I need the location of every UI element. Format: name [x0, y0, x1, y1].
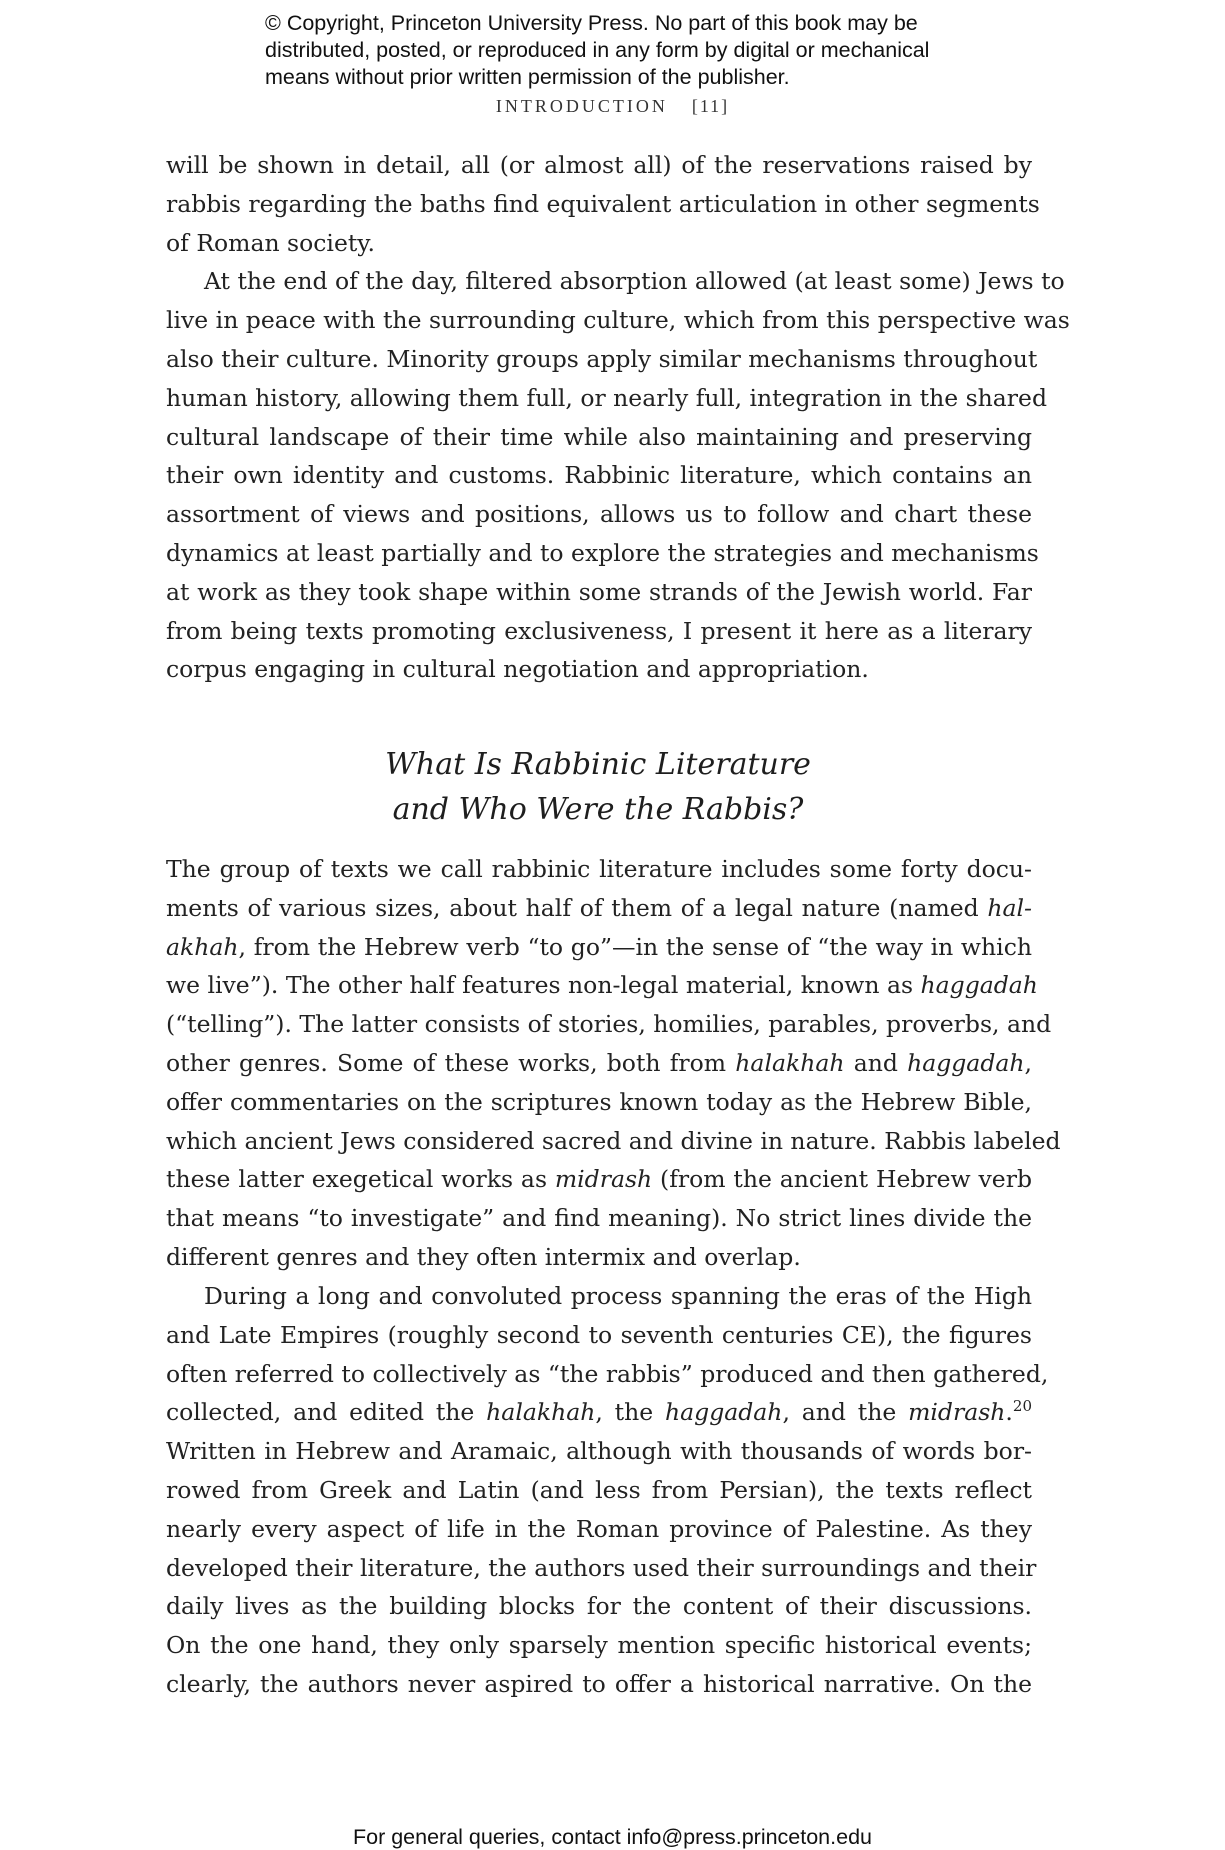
- section-heading: [0, 742, 1196, 832]
- italic-term: halakhah: [735, 1048, 845, 1077]
- text-segment: ,: [1024, 1048, 1032, 1077]
- text-line: live in peace with the surrounding culture, which from this perspective was: [166, 306, 1070, 335]
- text-line: On the one hand, they only sparsely mention specific historical events;: [166, 1631, 1032, 1660]
- text-line: developed their literature, the authors used their surroundings and their: [166, 1553, 1037, 1582]
- body-block-1: [166, 146, 1070, 689]
- running-head-title: INTRODUCTION: [495, 96, 668, 116]
- text-line: Written in Hebrew and Aramaic, although with thousands of words bor-: [166, 1437, 1032, 1466]
- text-line: rowed from Greek and Latin (and less from Persian), the texts reflect: [166, 1475, 1032, 1504]
- italic-term: midrash: [554, 1165, 653, 1194]
- text-line: and Late Empires (roughly second to seventh centuries CE), the figures: [166, 1320, 1032, 1349]
- text-segment: , the: [595, 1398, 666, 1427]
- text-segment: , from the Hebrew verb “to go”—in the sense of “the way in which: [238, 932, 1032, 961]
- text-line: At the end of the day, filtered absorption allowed (at least some) Jews to: [204, 267, 1065, 296]
- text-line: rabbis regarding the baths find equivalent articulation in other segments: [166, 189, 1040, 218]
- copyright-line: means without prior written permission of the publisher.: [265, 65, 790, 89]
- italic-term: hal-: [987, 893, 1032, 922]
- text-segment: these latter exegetical works as: [166, 1165, 555, 1194]
- footer-contact: For general queries, contact info@press.princeton.edu: [352, 1825, 872, 1849]
- text-segment: , and the: [782, 1398, 909, 1427]
- text-line: corpus engaging in cultural negotiation and appropriation.: [166, 655, 869, 684]
- footnote-marker: 20: [1012, 1397, 1032, 1416]
- copyright-notice: [265, 10, 1025, 91]
- body-block-2: [166, 850, 1061, 1277]
- italic-term: midrash: [908, 1398, 1006, 1427]
- text-line: also their culture. Minority groups apply similar mechanisms throughout: [166, 344, 1038, 373]
- text-line: [166, 889, 1032, 928]
- text-line: [166, 1393, 1032, 1432]
- text-line: will be shown in detail, all (or almost all) of the reservations raised by: [166, 151, 1032, 179]
- italic-term: halakhah: [486, 1398, 596, 1427]
- body-block-3: [166, 1277, 1049, 1704]
- text-segment: collected, and edited the: [166, 1398, 487, 1427]
- text-line: clearly, the authors never aspired to offer a historical narrative. On the: [166, 1669, 1032, 1698]
- text-segment: (from the ancient Hebrew verb: [652, 1165, 1032, 1194]
- text-line: human history, allowing them full, or nearly full, integration in the shared: [166, 383, 1047, 412]
- text-line: that means “to investigate” and find meaning). No strict lines divide the: [166, 1204, 1032, 1233]
- text-line: daily lives as the building blocks for the content of their discussions.: [166, 1592, 1032, 1621]
- text-line: (“telling”). The latter consists of stories, homilies, parables, proverbs, and: [166, 1010, 1052, 1039]
- text-line: often referred to collectively as “the rabbis” produced and then gathered,: [166, 1359, 1049, 1388]
- text-line: dynamics at least partially and to explore the strategies and mechanisms: [166, 538, 1039, 567]
- text-line: During a long and convoluted process spanning the eras of the High: [204, 1282, 1032, 1310]
- text-line: their own identity and customs. Rabbinic literature, which contains an: [166, 461, 1032, 490]
- text-line: of Roman society.: [166, 228, 375, 257]
- text-segment: ments of various sizes, about half of them of a legal nature (named: [166, 893, 988, 922]
- text-line: [166, 966, 1038, 1005]
- italic-term: haggadah: [665, 1398, 783, 1427]
- italic-term: haggadah: [920, 971, 1038, 1000]
- italic-term: akhah: [166, 932, 239, 961]
- text-line: which ancient Jews considered sacred and divine in nature. Rabbis labeled: [166, 1126, 1061, 1155]
- text-segment: we live”). The other half features non-legal material, known as: [166, 971, 921, 1000]
- text-line: [166, 1160, 1032, 1199]
- italic-term: haggadah: [907, 1048, 1025, 1077]
- copyright-line: distributed, posted, or reproduced in any form by digital or mechanical: [265, 38, 930, 62]
- text-line: nearly every aspect of life in the Roman province of Palestine. As they: [166, 1514, 1032, 1543]
- text-line: assortment of views and positions, allows us to follow and chart these: [166, 500, 1032, 529]
- section-heading-line: What Is Rabbinic Literature: [385, 747, 811, 782]
- text-line: [166, 928, 1032, 967]
- page-number: [11]: [691, 96, 730, 116]
- text-line: [166, 1044, 1032, 1083]
- text-line: cultural landscape of their time while also maintaining and preserving: [166, 422, 1032, 451]
- text-line: offer commentaries on the scriptures known today as the Hebrew Bible,: [166, 1087, 1032, 1116]
- running-head: [0, 96, 1225, 117]
- text-segment: and: [844, 1048, 908, 1077]
- copyright-line: © Copyright, Princeton University Press. No part of this book may be: [265, 11, 918, 35]
- text-line: from being texts promoting exclusiveness, I present it here as a literary: [166, 616, 1032, 645]
- text-segment: other genres. Some of these works, both from: [166, 1048, 736, 1077]
- text-line: at work as they took shape within some strands of the Jewish world. Far: [166, 577, 1032, 606]
- text-segment: .: [1005, 1398, 1013, 1427]
- section-heading-line: and Who Were the Rabbis?: [392, 792, 804, 827]
- text-line: The group of texts we call rabbinic literature includes some forty docu-: [166, 855, 1032, 883]
- text-line: different genres and they often intermix and overlap.: [166, 1242, 801, 1271]
